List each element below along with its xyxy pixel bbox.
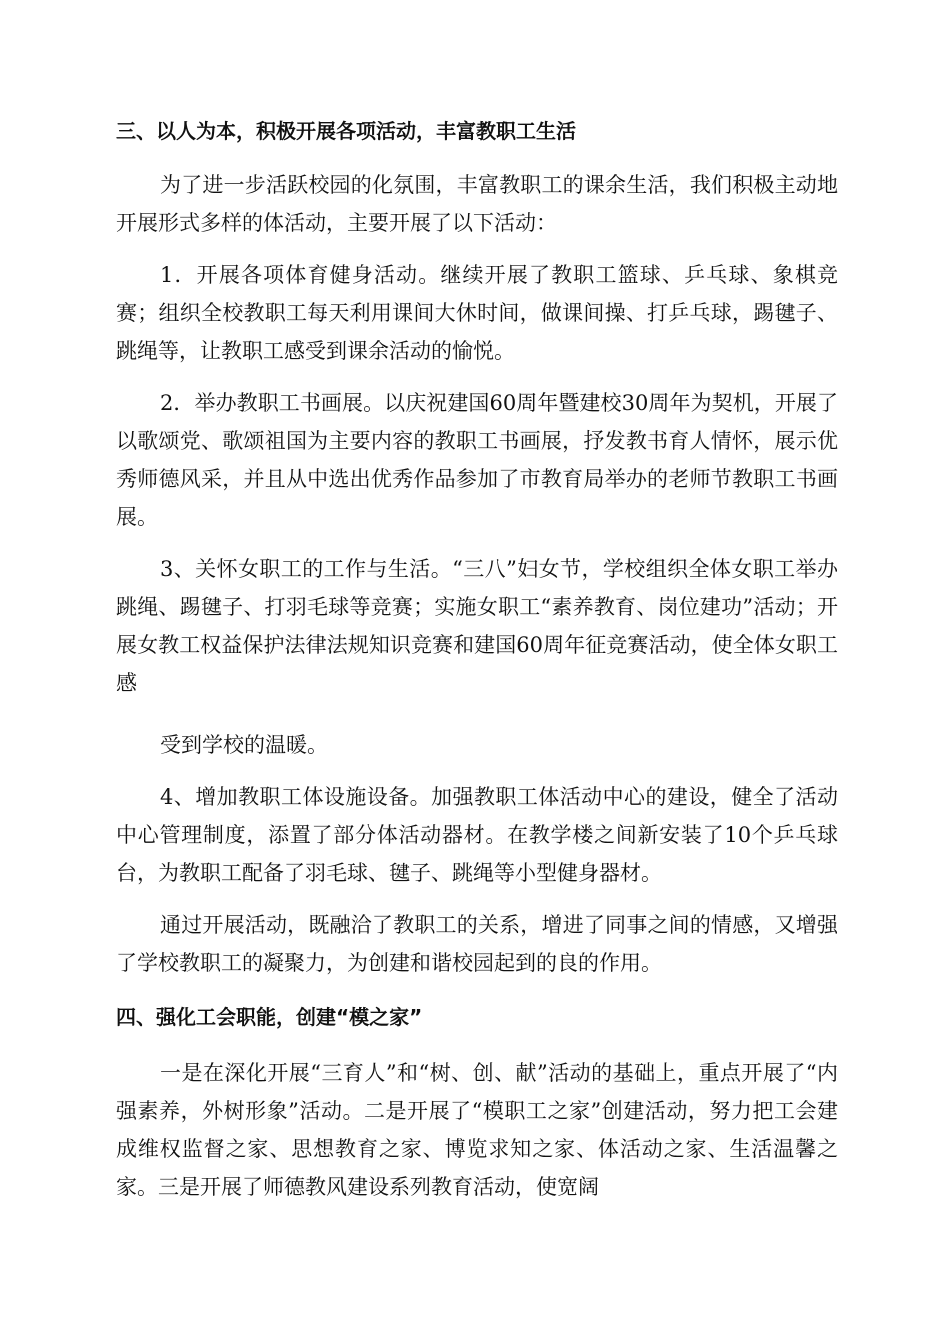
section-3-heading: 三、以人为本，积极开展各项活动，丰富教职工生活 — [116, 119, 576, 143]
activity-item-1-paragraph: 1．开展各项体育健身活动。继续开展了教职工篮球、乒乓球、象棋竞赛；组织全校教职工每天利用课间大休时间，做课间操、打乒乓球，踢毽子、跳绳等，让教职工感受到课余活动的愉悦。 — [116, 263, 838, 363]
activity-item-2-paragraph: 2．举办教职工书画展。以庆祝建国60周年暨建校30周年为契机，开展了以歌颂党、歌颂祖国为主要内容的教职工书画展，抒发教书育人情怀，展示优秀师德风采，并且从中选出优秀作品参加了市教育局举办的老师节教职工书画展。 — [116, 391, 838, 529]
section-4-heading: 四、强化工会职能，创建“模之家” — [116, 1005, 423, 1029]
section-3-intro-paragraph: 为了进一步活跃校园的化氛围，丰富教职工的课余生活，我们积极主动地开展形式多样的体活动，主要开展了以下活动： — [116, 173, 838, 235]
section-4-paragraph-1: 一是在深化开展“三育人”和“树、创、献”活动的基础上，重点开展了“内强素养，外树形象”活动。二是开展了“模职工之家”创建活动，努力把工会建成维权监督之家、思想教育之家、博览求知之家、体活动之家、生活温馨之家。三是开展了师德教风建设系列教育活动，使宽阔 — [116, 1061, 838, 1199]
activity-item-4-paragraph: 4、增加教职工体设施设备。加强教职工体活动中心的建设，健全了活动中心管理制度，添置了部分体活动器材。在教学楼之间新安装了10个乒乓球台，为教职工配备了羽毛球、毽子、跳绳等小型健身器材。 — [116, 785, 838, 885]
section-3-summary-paragraph: 通过开展活动，既融洽了教职工的关系，增进了同事之间的情感，又增强了学校教职工的凝聚力，为创建和谐校园起到的良的作用。 — [116, 913, 838, 975]
activity-item-3-paragraph: 3、关怀女职工的工作与生活。“三八”妇女节，学校组织全体女职工举办跳绳、踢毽子、打羽毛球等竞赛；实施女职工“素养教育、岗位建功”活动；开展女教工权益保护法律法规知识竞赛和建国60周年征竞赛活动，使全体女职工感 — [116, 557, 838, 695]
activity-item-3-continuation: 受到学校的温暖。 — [160, 733, 328, 757]
